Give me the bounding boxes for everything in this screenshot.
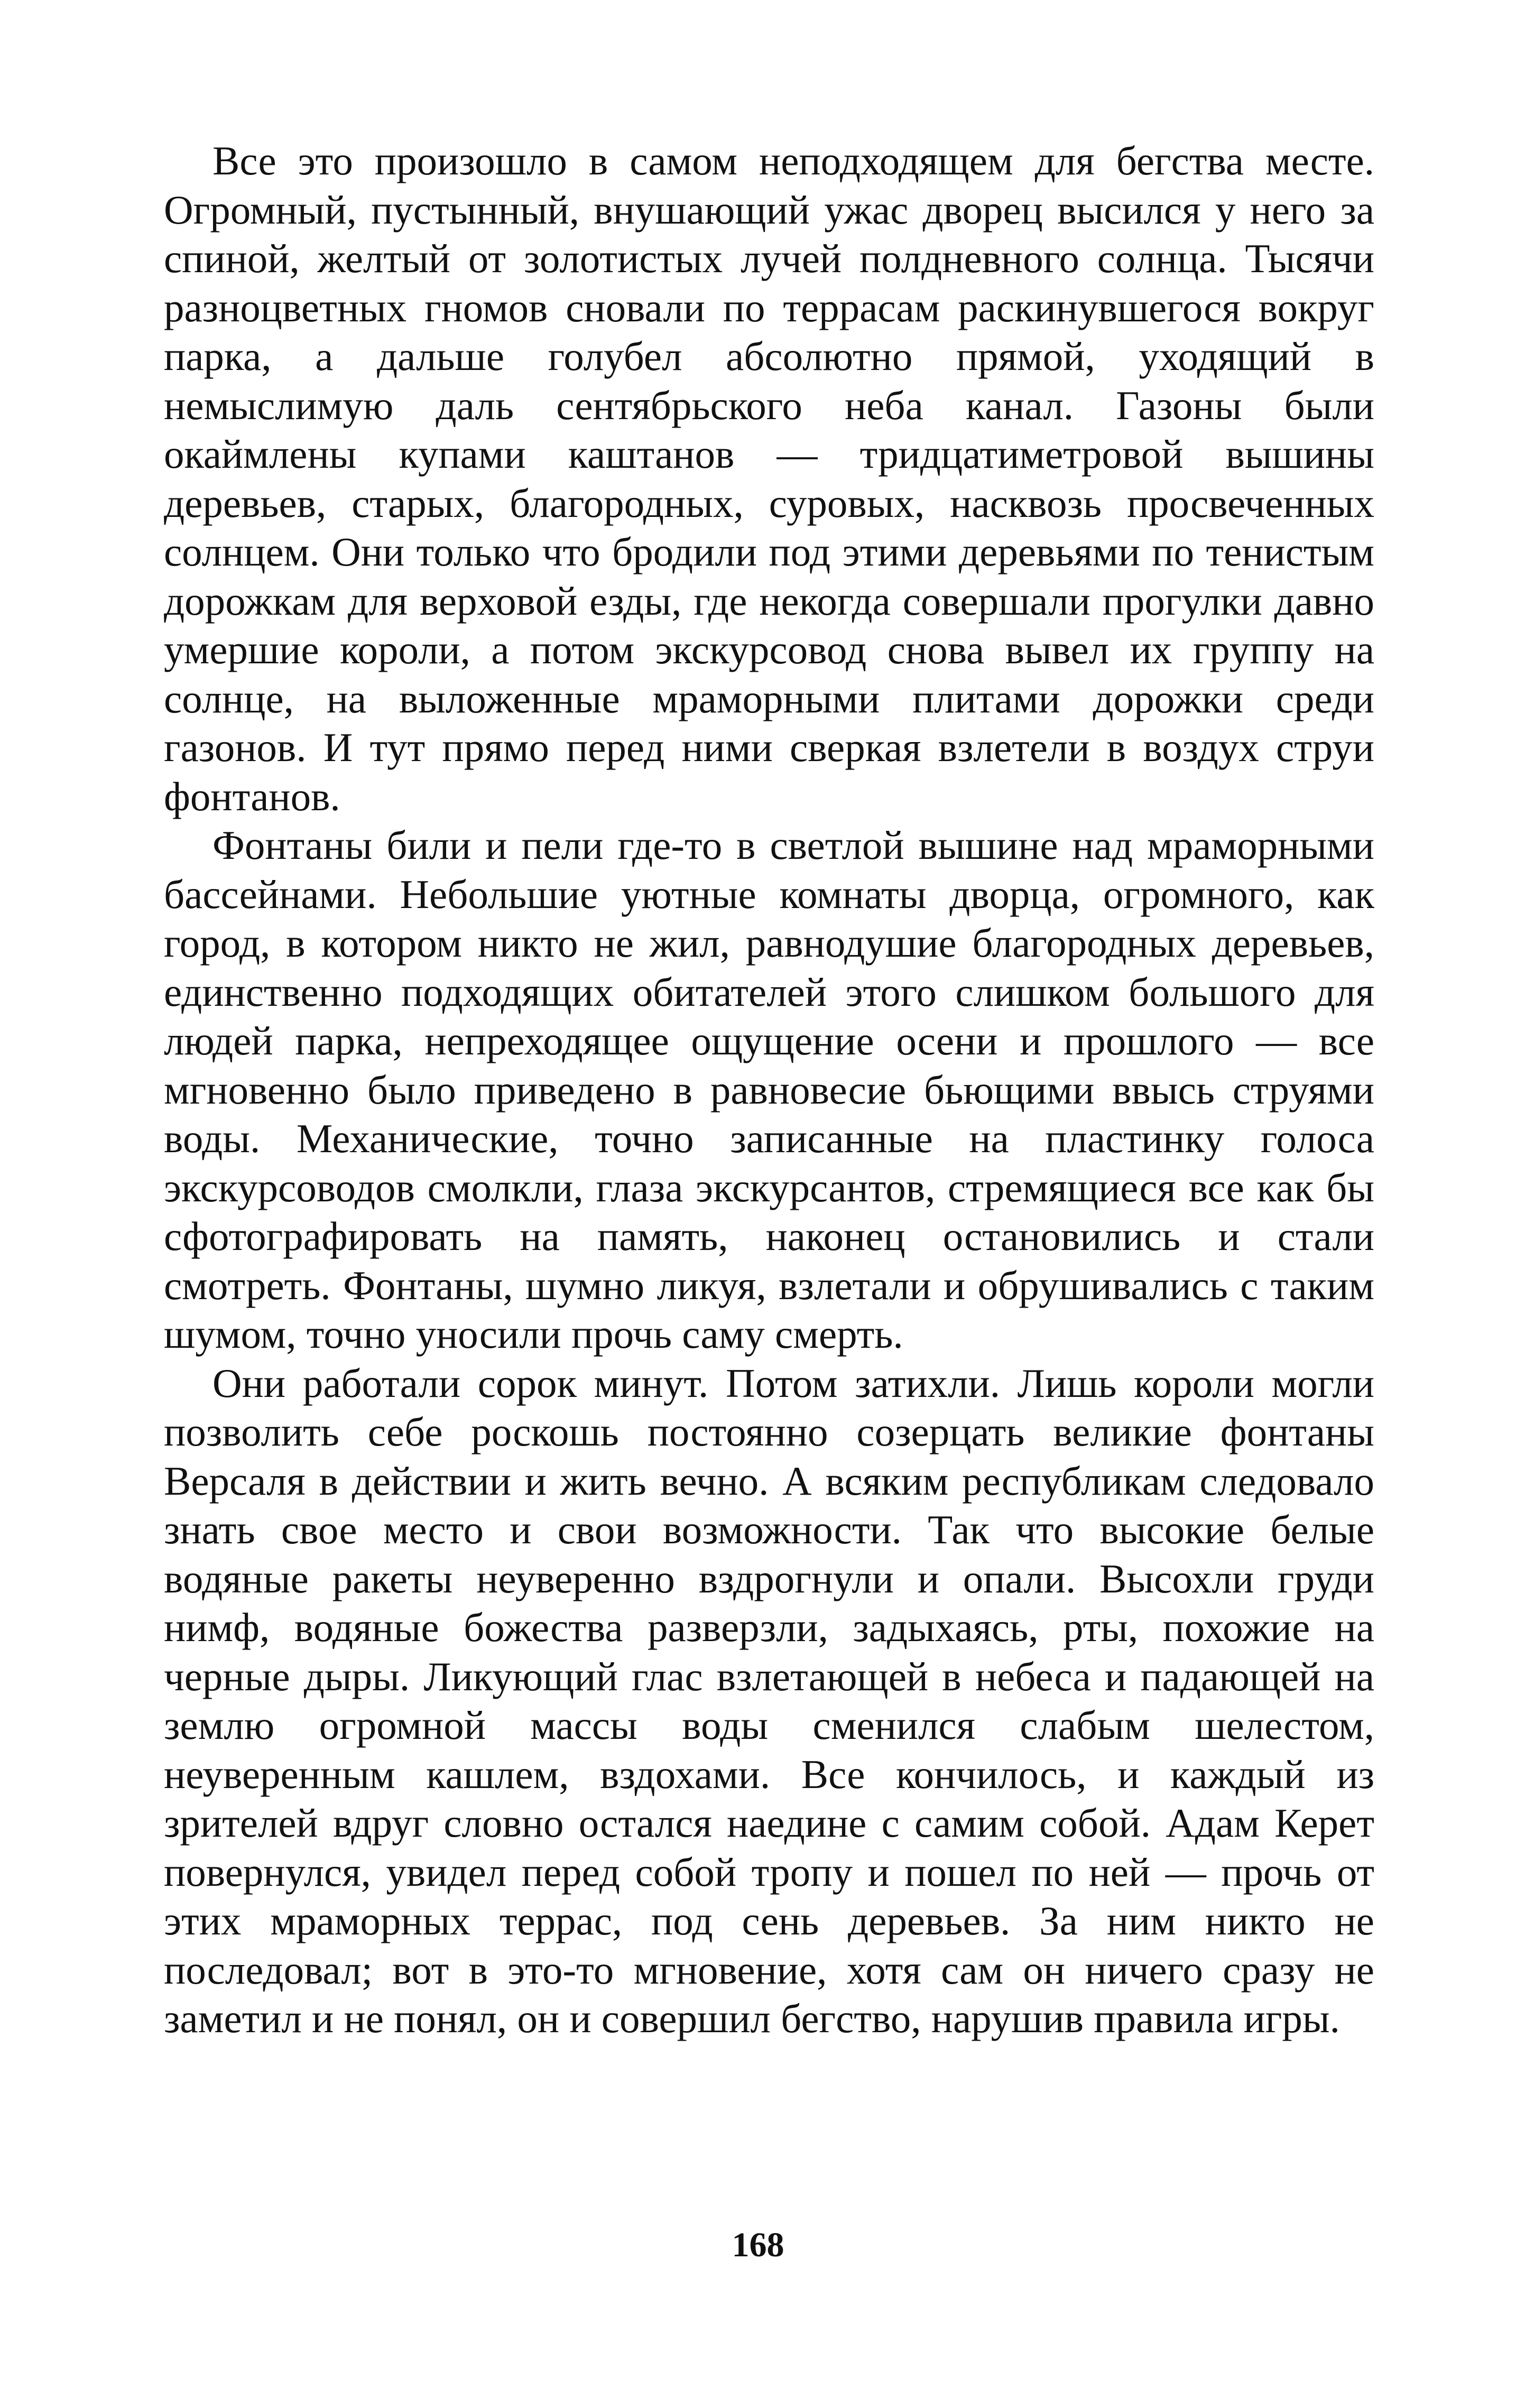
body-text (164, 136, 1374, 2043)
page-number: 168 (732, 2226, 784, 2264)
paragraph-3: Они работали сорок минут. Потом затихли. Лишь короли могли позволить себе роскошь постоянно созерцать великие фонтаны Версаля в действии и жить вечно. А всяким республикам следовало знать свое место и свои возможности. Так что высокие белые водяные ракеты неуверенно вздрогнули и опали. Высохли груди нимф, водяные божества разверзли, задыхаясь, рты, похожие на черные дыры. Ликующий глас взлетающей в небеса и падающей на землю огромной массы воды сменился слабым шелестом, неуверенным кашлем, вздохами. Все кончилось, и каждый из зрителей вдруг словно остался наедине с самим собой. Адам Керет повернулся, увидел перед собой тропу и пошел по ней — прочь от этих мраморных террас, под сень деревьев. За ним никто не последовал; вот в это-то мгновение, хотя сам он ничего сразу не заметил и не понял, он и совершил бегство, нарушив правила игры. (164, 1360, 1374, 2041)
paragraph-2: Фонтаны били и пели где-то в светлой вышине над мраморными бассейнами. Небольшие уютные комнаты дворца, огромного, как город, в котором никто не жил, равнодушие благородных деревьев, единственно подходящих обитателей этого слишком большого для людей парка, непреходящее ощущение осени и прошлого — все мгновенно было приведено в равновесие бьющими ввысь струями воды. Механические, точно записанные на пластинку голоса экскурсоводов смолкли, глаза экскурсантов, стремящиеся все как бы сфотографировать на память, наконец остановились и стали смотреть. Фонтаны, шумно ликуя, взлетали и обрушивались с таким шумом, точно уносили прочь саму смерть. (164, 822, 1374, 1357)
paragraph-1: Все это произошло в самом неподходящем для бегства месте. Огромный, пустынный, внушающий ужас дворец высился у него за спиной, желтый от золотистых лучей полдневного солнца. Тысячи разноцветных гномов сновали по террасам раскинувшегося вокруг парка, а дальше голубел абсолютно прямой, уходящий в немыслимую даль сентябрьского неба канал. Газоны были окаймлены купами каштанов — тридцатиметровой вышины деревьев, старых, благородных, суровых, насквозь просвеченных солнцем. Они только что бродили под этими деревьями по тенистым дорожкам для верховой езды, где некогда совершали прогулки давно умершие короли, а потом экскурсовод снова вывел их группу на солнце, на выложенные мраморными плитами дорожки среди газонов. И тут прямо перед ними сверкая взлетели в воздух струи фонтанов. (164, 138, 1374, 819)
